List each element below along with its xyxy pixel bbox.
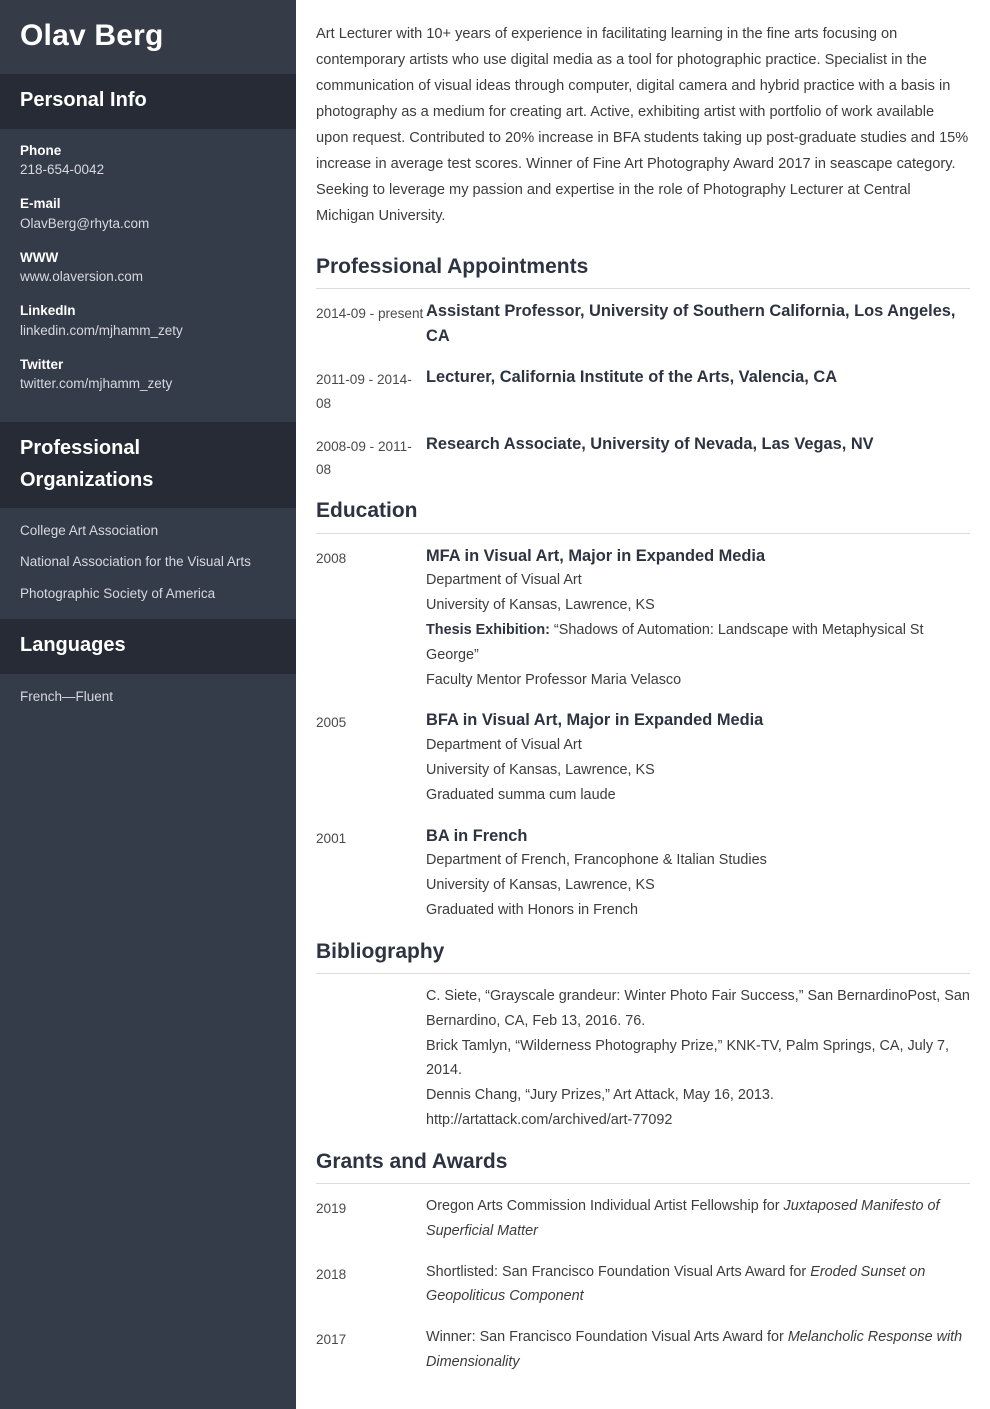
contact-value[interactable]: twitter.com/mjhamm_zety [20, 376, 173, 392]
entry-detail-line: Shortlisted: San Francisco Foundation Visual Arts Award for Eroded Sunset on Geopoliticus Component [426, 1263, 926, 1305]
contact-value[interactable]: 218-654-0042 [20, 162, 105, 178]
entry-title: Assistant Professor, University of Southern California, Los Angeles, CA [426, 302, 956, 346]
section-title: Education [316, 496, 970, 533]
resume-section [316, 1147, 970, 1375]
list-item: Photographic Society of America [20, 585, 216, 601]
entry-row [316, 299, 970, 349]
section-title: Professional Appointments [316, 252, 970, 289]
entry-date: 2014-09 - present [316, 306, 424, 322]
contact-label: Twitter [20, 356, 64, 372]
contact-value[interactable]: linkedin.com/mjhamm_zety [20, 322, 183, 338]
entry-body [426, 1260, 970, 1310]
entry-date: 2005 [316, 715, 347, 731]
entry-row [316, 984, 970, 1133]
entry-title: Research Associate, University of Nevada, Las Vegas, NV [426, 434, 874, 453]
sidebar-section-header [0, 422, 296, 508]
main-sections [316, 252, 970, 1375]
entry-date [316, 984, 426, 987]
entry-detail-line: http://artattack.com/archived/art-77092 [426, 1111, 673, 1128]
entry-detail-line: Oregon Arts Commission Individual Artist Fellowship for Juxtaposed Manifesto of Superficial Matter [426, 1198, 940, 1239]
entry-detail-line: Thesis Exhibition: “Shadows of Automation: Landscape with Metaphysical St George” [426, 622, 924, 663]
list-item: College Art Association [20, 523, 159, 539]
entry-date: 2017 [316, 1332, 347, 1348]
entry-detail-list [426, 733, 970, 807]
entry-body [426, 365, 970, 390]
sidebar-section-body [0, 129, 296, 422]
entry-body [426, 708, 970, 807]
entry-detail-title-italic: Melancholic Response with Dimensionality [426, 1329, 963, 1370]
entry-body [426, 824, 970, 923]
section-entries [316, 289, 970, 482]
sidebar [0, 0, 296, 1409]
section-entries [316, 974, 970, 1133]
entry-date: 2019 [316, 1201, 347, 1217]
entry-row [316, 824, 970, 923]
sidebar-section-body [0, 508, 296, 619]
sidebar-section-header [0, 74, 296, 129]
resume-section [316, 252, 970, 482]
contact-item [20, 355, 276, 395]
section-entries [316, 1184, 970, 1375]
list-item: National Association for the Visual Arts [20, 554, 251, 570]
entry-row [316, 432, 970, 483]
section-title: Grants and Awards [316, 1147, 970, 1184]
entry-detail-line: Graduated summa cum laude [426, 786, 616, 803]
entry-detail-list [426, 984, 970, 1133]
sidebar-list [20, 520, 276, 605]
contact-item [20, 301, 276, 341]
entry-detail-list [426, 568, 970, 692]
contact-label: Phone [20, 142, 62, 158]
sidebar-section-title: Languages [20, 634, 126, 656]
entry-body [426, 432, 970, 457]
sidebar-section-body [0, 674, 296, 722]
entry-detail-list [426, 1325, 970, 1375]
entry-detail-line: University of Kansas, Lawrence, KS [426, 877, 655, 894]
name-band [0, 0, 296, 74]
contact-label: LinkedIn [20, 303, 76, 319]
entry-row [316, 1260, 970, 1310]
entry-date: 2008 [316, 550, 347, 566]
main-content [296, 0, 990, 1409]
entry-detail-line: Winner: San Francisco Foundation Visual Arts Award for Melancholic Response with Dimensionality [426, 1329, 963, 1370]
entry-detail-line: C. Siete, “Grayscale grandeur: Winter Photo Fair Success,” San BernardinoPost, San Bernardino, CA, Feb 13, 2016. 76. [426, 988, 970, 1029]
entry-date: 2018 [316, 1266, 347, 1282]
entry-title: BFA in Visual Art, Major in Expanded Media [426, 711, 764, 730]
sidebar-section-title: Professional Organizations [20, 437, 154, 491]
professional-summary: Art Lecturer with 10+ years of experience in facilitating learning in the fine arts focusing on contemporary artists who use digital media as a tool for photographic practice. Specialist in the communication of visual ideas through computer, digital camera and hybrid practice with a basis in photography as a medium for creating art. Active, exhibiting artist with portfolio of work available upon request. Contributed to 20% increase in BFA students taking up post-graduate studies and 15% increase in average test scores. Winner of Fine Art Photography Award 2017 in seascape category. Seeking to leverage my passion and expertise in the role of Photography Lecturer at Central Michigan University. [316, 26, 969, 224]
sidebar-list [20, 686, 276, 708]
entry-detail-line: Department of Visual Art [426, 572, 582, 589]
entry-body [426, 984, 970, 1133]
contact-label: E-mail [20, 196, 61, 212]
entry-detail-line: University of Kansas, Lawrence, KS [426, 597, 655, 614]
list-item: French—Fluent [20, 688, 114, 704]
entry-detail-line: Brick Tamlyn, “Wilderness Photography Prize,” KNK-TV, Palm Springs, CA, July 7, 2014. [426, 1037, 950, 1079]
contact-value[interactable]: www.olaversion.com [20, 269, 144, 285]
entry-date: 2011-09 - 2014-08 [316, 372, 412, 411]
section-title: Bibliography [316, 937, 970, 974]
entry-detail-list [426, 1260, 970, 1310]
contact-label: WWW [20, 249, 59, 265]
contact-item [20, 248, 276, 288]
entry-body [426, 1325, 970, 1375]
entry-row [316, 544, 970, 693]
entry-detail-line: Graduated with Honors in French [426, 902, 638, 918]
entry-detail-list [426, 848, 970, 922]
entry-date: 2001 [316, 830, 347, 846]
entry-detail-line: Faculty Mentor Professor Maria Velasco [426, 671, 682, 688]
contact-item [20, 194, 276, 234]
entry-body [426, 544, 970, 693]
entry-row [316, 1325, 970, 1375]
entry-detail-line: Department of Visual Art [426, 737, 582, 754]
entry-body [426, 299, 970, 349]
entry-row [316, 708, 970, 807]
resume-section [316, 937, 970, 1133]
entry-detail-list [426, 1194, 970, 1244]
entry-row [316, 1194, 970, 1244]
entry-title: Lecturer, California Institute of the Arts, Valencia, CA [426, 368, 838, 387]
sidebar-section-header [0, 619, 296, 674]
entry-detail-title-italic: Juxtaposed Manifesto of Superficial Matter [426, 1198, 940, 1239]
entry-detail-line: Department of French, Francophone & Italian Studies [426, 852, 767, 869]
entry-title: MFA in Visual Art, Major in Expanded Media [426, 546, 766, 565]
entry-date: 2008-09 - 2011-08 [316, 438, 412, 478]
entry-detail-line: University of Kansas, Lawrence, KS [426, 762, 655, 778]
entry-title: BA in French [426, 826, 528, 845]
candidate-name: Olav Berg [20, 19, 164, 52]
section-entries [316, 534, 970, 923]
resume-section [316, 496, 970, 923]
sidebar-sections [0, 74, 296, 722]
contact-value[interactable]: OlavBerg@rhyta.com [20, 215, 150, 231]
entry-detail-title-italic: Eroded Sunset on Geopoliticus Component [426, 1263, 926, 1305]
contact-item [20, 141, 276, 181]
sidebar-section-title: Personal Info [20, 89, 147, 111]
entry-detail-emphasis: Thesis Exhibition: [426, 622, 550, 638]
entry-row [316, 365, 970, 416]
entry-body [426, 1194, 970, 1244]
entry-detail-line: Dennis Chang, “Jury Prizes,” Art Attack, May 16, 2013. [426, 1087, 774, 1104]
